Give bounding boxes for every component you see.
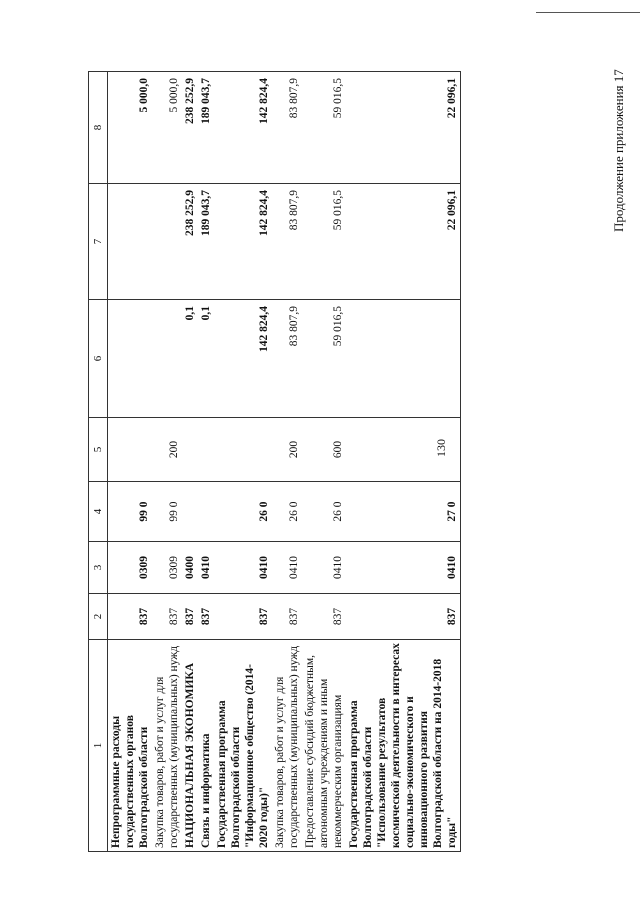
amount-col8-cell: 83 807,9	[272, 72, 302, 184]
row-name-cell: Связь и информатика	[198, 640, 214, 852]
amount-col7-cell: 83 807,9	[272, 184, 302, 300]
table-header-row	[89, 72, 108, 852]
amount-col8-cell: 238 252,9	[182, 72, 198, 184]
expense-type-cell	[108, 418, 153, 482]
chapter-code-cell: 837	[214, 594, 272, 640]
header-col-6: 6	[89, 300, 108, 418]
program-code-cell: 26 0	[302, 482, 346, 542]
header-col-2: 2	[89, 594, 108, 640]
row-name-cell: Закупка товаров, работ и услуг для государственных (муниципальных) нужд	[272, 640, 302, 852]
budget-table	[88, 71, 461, 852]
table-row	[346, 72, 461, 852]
program-code-cell: 26 0	[272, 482, 302, 542]
table-row	[198, 72, 214, 852]
section-code-cell: 0309	[152, 542, 182, 594]
row-name-cell: Государственная программа Волгоградской области "Информационное общество (2014-2020 годы)"	[214, 640, 272, 852]
table-row	[272, 72, 302, 852]
amount-col7-cell: 238 252,9	[182, 184, 198, 300]
header-col-3: 3	[89, 542, 108, 594]
table-body	[108, 72, 461, 852]
table-row	[302, 72, 346, 852]
chapter-code-cell: 837	[152, 594, 182, 640]
table-row	[108, 72, 153, 852]
chapter-code-cell: 837	[302, 594, 346, 640]
amount-col7-cell	[108, 184, 153, 300]
header-col-5: 5	[89, 418, 108, 482]
expense-type-cell	[214, 418, 272, 482]
row-name-cell: НАЦИОНАЛЬНАЯ ЭКОНОМИКА	[182, 640, 198, 852]
amount-col8-cell: 189 043,7	[198, 72, 214, 184]
section-code-cell: 0410	[272, 542, 302, 594]
page-number: 130	[434, 439, 448, 457]
expense-type-cell: 200	[272, 418, 302, 482]
expense-type-cell: 600	[302, 418, 346, 482]
header-col-7: 7	[89, 184, 108, 300]
chapter-code-cell: 837	[272, 594, 302, 640]
amount-col6-cell: 142 824,4	[214, 300, 272, 418]
expense-type-cell	[198, 418, 214, 482]
chapter-code-cell: 837	[108, 594, 153, 640]
table-row	[182, 72, 198, 852]
row-name-cell: Предоставление субсидий бюджетным, автономным учреждениям и иным некоммерческим организациям	[302, 640, 346, 852]
header-col-8: 8	[89, 72, 108, 184]
section-code-cell: 0410	[198, 542, 214, 594]
amount-col7-cell: 189 043,7	[198, 184, 214, 300]
expense-type-cell: 200	[152, 418, 182, 482]
amount-col6-cell: 59 016,5	[302, 300, 346, 418]
chapter-code-cell: 837	[198, 594, 214, 640]
section-code-cell: 0410	[214, 542, 272, 594]
header-col-4: 4	[89, 482, 108, 542]
expense-type-cell	[346, 418, 461, 482]
row-name-cell: Закупка товаров, работ и услуг для государственных (муниципальных) нужд	[152, 640, 182, 852]
amount-col6-cell: 0,1	[182, 300, 198, 418]
amount-col7-cell	[152, 184, 182, 300]
header-col-1: 1	[89, 640, 108, 852]
amount-col6-cell	[152, 300, 182, 418]
budget-table-rotated	[88, 72, 628, 852]
expense-type-cell	[182, 418, 198, 482]
amount-col7-cell: 59 016,5	[302, 184, 346, 300]
program-code-cell: 26 0	[214, 482, 272, 542]
program-code-cell: 99 0	[108, 482, 153, 542]
amount-col8-cell: 5 000,0	[108, 72, 153, 184]
table-row	[152, 72, 182, 852]
program-code-cell: 99 0	[152, 482, 182, 542]
program-code-cell	[182, 482, 198, 542]
amount-col6-cell: 0,1	[198, 300, 214, 418]
row-name-cell: Государственная программа Волгоградской области "Использование результатов космической деятельности в интересах социально-экономического и инновационного развития Волгоградской области на 2014-2018 годы"	[346, 640, 461, 852]
table-row	[214, 72, 272, 852]
chapter-code-cell: 837	[182, 594, 198, 640]
section-code-cell: 0410	[302, 542, 346, 594]
amount-col6-cell	[346, 300, 461, 418]
amount-col8-cell: 22 096,1	[346, 72, 461, 184]
section-code-cell: 0410	[346, 542, 461, 594]
top-rule	[536, 12, 640, 13]
amount-col6-cell	[108, 300, 153, 418]
amount-col7-cell: 142 824,4	[214, 184, 272, 300]
amount-col8-cell: 142 824,4	[214, 72, 272, 184]
program-code-cell: 27 0	[346, 482, 461, 542]
amount-col8-cell: 59 016,5	[302, 72, 346, 184]
chapter-code-cell: 837	[346, 594, 461, 640]
row-name-cell: Непрограммные расходы государственных органов Волгоградской области	[108, 640, 153, 852]
section-code-cell: 0400	[182, 542, 198, 594]
amount-col8-cell: 5 000,0	[152, 72, 182, 184]
section-code-cell: 0309	[108, 542, 153, 594]
amount-col6-cell: 83 807,9	[272, 300, 302, 418]
program-code-cell	[198, 482, 214, 542]
continuation-note: Продолжение приложения 17	[611, 69, 626, 232]
amount-col7-cell: 22 096,1	[346, 184, 461, 300]
